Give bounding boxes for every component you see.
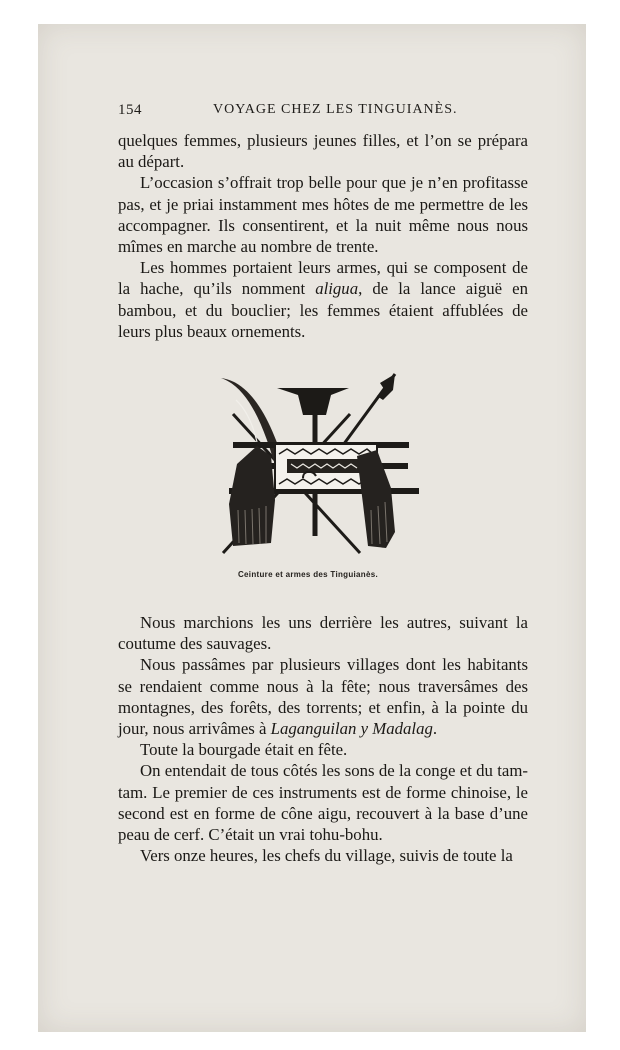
paragraph: On entendait de tous côtés les sons de la conge et du tam-tam. Le premier de ces instruments est de forme chinoise, le second est en forme de cône aigu, recouvert à la base d’une peau de cerf. C’était un vrai tohu-bohu. bbox=[118, 761, 528, 845]
engraving-illustration bbox=[205, 360, 420, 565]
figure-caption: Ceinture et armes des Tinguianès. bbox=[237, 570, 379, 579]
top-text-block bbox=[118, 130, 528, 342]
page-number: 154 bbox=[118, 102, 142, 118]
paragraph: Les hommes portaient leurs armes, qui se composent de la hache, qu’ils nomment aligua, de la lance aiguë en bambou, et du bouclier; les femmes étaient affublées de leurs plus beaux ornements. bbox=[118, 258, 529, 341]
italic-place-name: Laganguilan y Madalag bbox=[270, 719, 433, 739]
axe-head bbox=[277, 388, 349, 415]
italic-term: aligua bbox=[315, 279, 359, 299]
bottom-text-block bbox=[118, 612, 528, 866]
paragraph: Vers onze heures, les chefs du village, suivis de toute la bbox=[140, 846, 513, 866]
running-title: VOYAGE CHEZ LES TINGUIANÈS. bbox=[213, 102, 458, 117]
page-header bbox=[118, 102, 528, 126]
paragraph: Nous passâmes par plusieurs villages dont les habitants se rendaient comme nous à la fête; nous traversâmes des montagnes, des forêts, des torrents; et enfin, à la pointe du jour, nous arrivâmes à Laganguilan y Madalag. bbox=[118, 655, 528, 739]
paragraph: Toute la bourgade était en fête. bbox=[140, 740, 348, 760]
left-tassel bbox=[229, 446, 275, 546]
paragraph: L’occasion s’offrait trop belle pour que je n’en profitasse pas, et je priai instamment mes hôtes de me permettre de les accompagner. Ils consentirent, et la nuit même nous nous mîmes en marche au nombre de trente. bbox=[118, 173, 528, 257]
spear-head bbox=[377, 374, 395, 400]
paragraph: Nous marchions les uns derrière les autres, suivant la coutume des sauvages. bbox=[118, 613, 528, 654]
paragraph: quelques femmes, plusieurs jeunes filles, et l’on se prépara au départ. bbox=[118, 131, 528, 172]
